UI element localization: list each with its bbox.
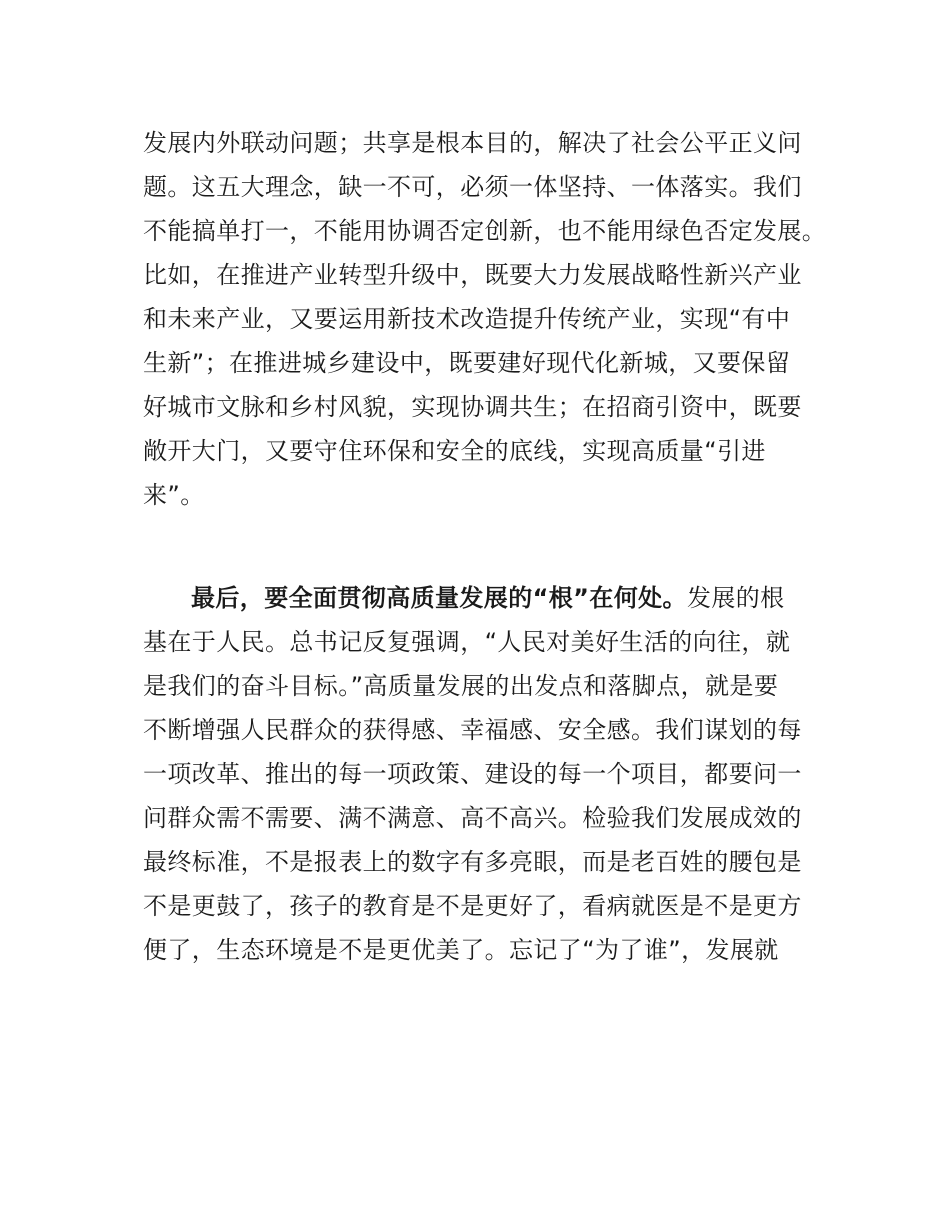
text-line: 不断增强人民群众的获得感、幸福感、安全感。我们谋划的每 xyxy=(143,716,802,744)
section-heading: 最后，要全面贯彻高质量发展的“根”在何处。 xyxy=(191,584,687,612)
text-line: 来”。 xyxy=(143,481,205,509)
text-line: 是我们的奋斗目标。”高质量发展的出发点和落脚点，就是要 xyxy=(143,672,779,700)
text-line: 问群众需不需要、满不满意、高不高兴。检验我们发展成效的 xyxy=(143,804,802,832)
text-line: 发展内外联动问题；共享是根本目的，解决了社会公平正义问 xyxy=(143,129,802,157)
text-line: 题。这五大理念，缺一不可，必须一体坚持、一体落实。我们 xyxy=(143,173,802,201)
text-line: 便了，生态环境是不是更优美了。忘记了“为了谁”，发展就 xyxy=(143,936,779,964)
text-line: 生新”；在推进城乡建设中，既要建好现代化新城，又要保留 xyxy=(143,349,791,377)
text-line: 基在于人民。总书记反复强调，“人民对美好生活的向往，就 xyxy=(143,628,791,656)
text-span: 发展的根 xyxy=(686,584,785,612)
text-line: 和未来产业，又要运用新技术改造提升传统产业，实现“有中 xyxy=(143,305,791,333)
text-line: 最终标准，不是报表上的数字有多亮眼，而是老百姓的腰包是 xyxy=(143,848,802,876)
text-line: 一项改革、推出的每一项政策、建设的每一个项目，都要问一 xyxy=(143,760,802,788)
text-line: 比如，在推进产业转型升级中，既要大力发展战略性新兴产业 xyxy=(143,261,802,289)
text-line: 不能搞单打一，不能用协调否定创新，也不能用绿色否定发展。 xyxy=(143,217,827,245)
text-line: 敞开大门，又要守住环保和安全的底线，实现高质量“引进 xyxy=(143,437,766,465)
text-line: 好城市文脉和乡村风貌，实现协调共生；在招商引资中，既要 xyxy=(143,393,802,421)
text-line xyxy=(191,583,785,613)
text-line: 不是更鼓了，孩子的教育是不是更好了，看病就医是不是更方 xyxy=(143,892,802,920)
